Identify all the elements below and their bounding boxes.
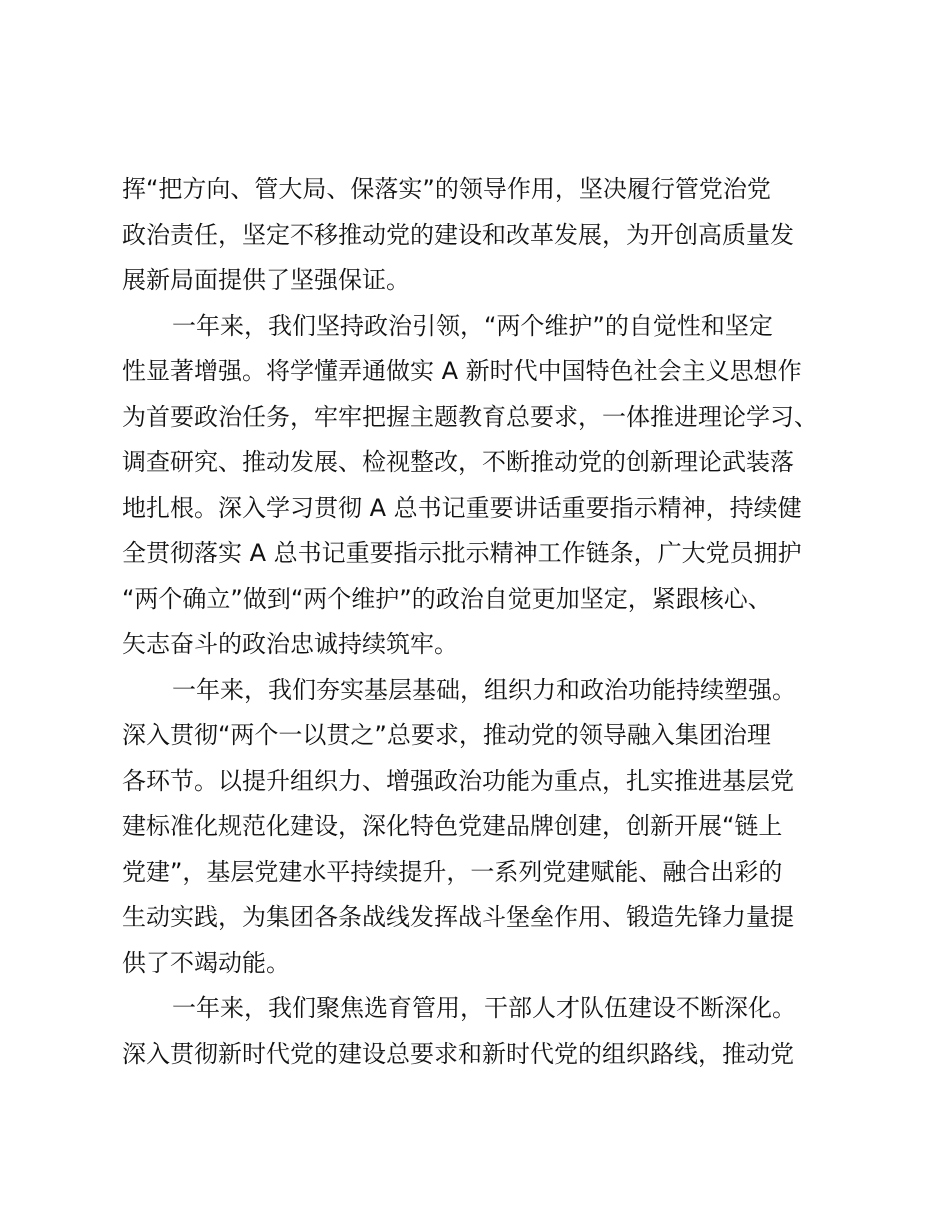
text-line: 挥“把方向、管大局、保落实”的领导作用，坚决履行管党治党	[122, 175, 771, 203]
text-line: 为首要政治任务，牢牢把握主题教育总要求，一体推进理论学习、	[122, 402, 818, 431]
text-line: 调查研究、推动发展、检视整改，不断推动党的创新理论武装落	[122, 448, 794, 476]
text-line: 性显著增强。将学懂弄通做实 A 新时代中国特色社会主义思想作	[122, 357, 802, 385]
text-line: 各环节。以提升组织力、增强政治功能为重点，扎实推进基层党	[122, 766, 794, 795]
paragraph-first-line: 一年来，我们坚持政治引领，“两个维护”的自觉性和坚定	[172, 311, 773, 340]
text-line: “两个确立”做到“两个维护”的政治自觉更加坚定，紧跟核心、	[122, 584, 772, 613]
paragraph-first-line: 一年来，我们夯实基层基础，组织力和政治功能持续塑强。	[172, 675, 796, 704]
paragraph-first-line: 一年来，我们聚焦选育管用，干部人才队伍建设不断深化。	[172, 994, 796, 1022]
text-line: 供了不竭动能。	[122, 948, 290, 977]
text-line: 地扎根。深入学习贯彻 A 总书记重要讲话重要指示精神，持续健	[122, 493, 802, 522]
text-line: 矢志奋斗的政治忠诚持续筑牢。	[122, 630, 458, 658]
text-line: 深入贯彻新时代党的建设总要求和新时代党的组织路线，推动党	[122, 1039, 794, 1068]
text-line: 全贯彻落实 A 总书记重要指示批示精神工作链条，广大党员拥护	[122, 539, 802, 567]
text-line: 党建”，基层党建水平持续提升，一系列党建赋能、融合出彩的	[122, 857, 783, 886]
text-line: 展新局面提供了坚强保证。	[122, 266, 410, 294]
body-text	[122, 167, 832, 1077]
text-line: 深入贯彻“两个一以贯之”总要求，推动党的领导融入集团治理	[122, 721, 771, 749]
text-line: 政治责任，坚定不移推动党的建设和改革发展，为开创高质量发	[122, 220, 794, 249]
text-line: 建标准化规范化建设，深化特色党建品牌创建，创新开展“链上	[122, 812, 783, 840]
text-line: 生动实践，为集团各条战线发挥战斗堡垒作用、锻造先锋力量提	[122, 903, 794, 931]
